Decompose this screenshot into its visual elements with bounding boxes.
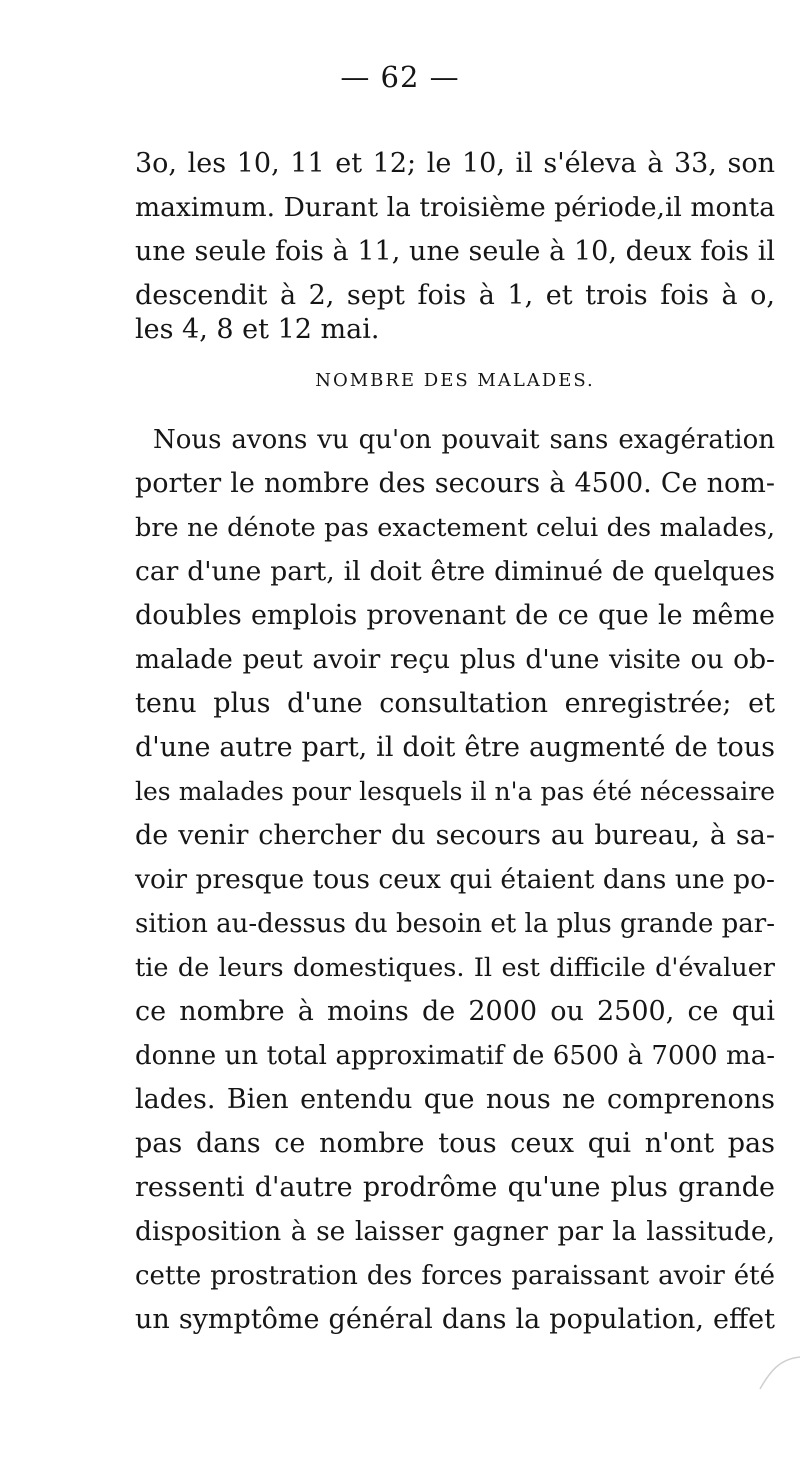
text-line: ressenti d'autre prodrôme qu'une plus grande bbox=[135, 1172, 775, 1203]
text-line: ce nombre à moins de 2000 ou 2500, ce qui bbox=[135, 996, 775, 1027]
text-line: un symptôme général dans la population, effet bbox=[135, 1304, 775, 1335]
text-line: Nous avons vu qu'on pouvait sans exagération bbox=[153, 425, 775, 455]
text-line: car d'une part, il doit être diminué de quelques bbox=[135, 556, 775, 587]
text-line: les malades pour lesquels il n'a pas été nécessaire bbox=[135, 777, 775, 806]
page-number: — 62 — bbox=[340, 60, 460, 94]
text-line: pas dans ce nombre tous ceux qui n'ont pas bbox=[135, 1128, 775, 1159]
text-line: cette prostration des forces paraissant avoir été bbox=[135, 1261, 775, 1291]
text-line: d'une autre part, il doit être augmenté de tous bbox=[135, 732, 775, 763]
text-line: lades. Bien entendu que nous ne comprenons bbox=[135, 1084, 775, 1115]
text-line: 3o, les 10, 11 et 12; le 10, il s'éleva à 33, son bbox=[135, 148, 775, 179]
text-line: descendit à 2, sept fois à 1, et trois fois à o, bbox=[135, 280, 775, 311]
text-line: voir presque tous ceux qui étaient dans une po- bbox=[135, 864, 775, 895]
text-line: donne un total approximatif de 6500 à 7000 ma- bbox=[135, 1041, 775, 1071]
text-line: tenu plus d'une consultation enregistrée; et bbox=[135, 688, 775, 719]
text-line: tie de leurs domestiques. Il est difficile d'évaluer bbox=[135, 953, 775, 983]
text-line: de venir chercher du secours au bureau, à sa- bbox=[135, 820, 775, 851]
text-line: disposition à se laisser gagner par la lassitude, bbox=[135, 1216, 775, 1247]
text-line: maximum. Durant la troisième période,il monta bbox=[135, 192, 775, 223]
text-line: sition au-dessus du besoin et la plus grande par- bbox=[135, 909, 775, 939]
text-line: bre ne dénote pas exactement celui des malades, bbox=[135, 513, 775, 543]
page-curl-mark bbox=[600, 1349, 800, 1469]
text-line: une seule fois à 11, une seule à 10, deux fois il bbox=[135, 236, 775, 267]
text-line: les 4, 8 et 12 mai. bbox=[135, 314, 380, 345]
section-heading: NOMBRE DES MALADES. bbox=[315, 370, 595, 391]
text-line: porter le nombre des secours à 4500. Ce nom- bbox=[135, 468, 775, 499]
text-line: malade peut avoir reçu plus d'une visite ou ob- bbox=[135, 644, 775, 675]
text-line: doubles emplois provenant de ce que le même bbox=[135, 600, 775, 631]
